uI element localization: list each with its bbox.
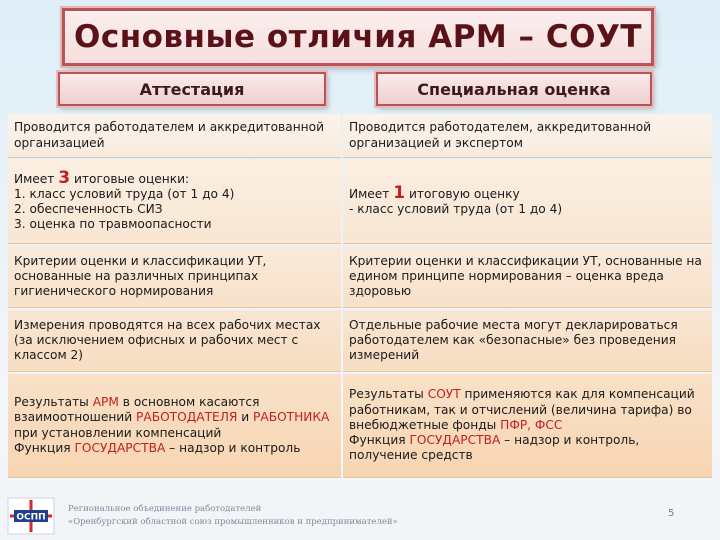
row3-left-text: Критерии оценки и классификации УТ, основанные на различных принципах гигиенического нормирования bbox=[14, 253, 267, 299]
row2-left-post: итоговые оценки: bbox=[70, 171, 190, 186]
footer-line2: «Оренбургский областной союз промышленников и предпринимателей» bbox=[68, 517, 398, 527]
row3-left-cell bbox=[8, 246, 341, 308]
header-special-assessment: Специальная оценка bbox=[376, 72, 652, 106]
row4-right-text: Отдельные рабочие места могут декларироваться работодателем как «безопасные» без проведения измерений bbox=[349, 317, 678, 363]
row2-left-count: 3 bbox=[58, 167, 71, 188]
row1-right-cell bbox=[343, 114, 712, 158]
row5-right-sout: СОУТ bbox=[427, 387, 461, 402]
row5-left-part1: Результаты bbox=[14, 395, 93, 410]
row1-left-cell bbox=[8, 114, 341, 158]
row2-left-line2: 2. обеспеченность СИЗ bbox=[14, 202, 163, 216]
row5-left-cell bbox=[8, 374, 341, 478]
row2-left-line3: 3. оценка по травмоопасности bbox=[14, 217, 212, 232]
row2-right-count: 1 bbox=[393, 182, 406, 203]
row2-left-pre: Имеет bbox=[14, 171, 59, 186]
row2-right-cell bbox=[343, 160, 712, 244]
row5-left-employer: РАБОТОДАТЕЛЯ bbox=[136, 410, 238, 425]
row5-right-part2: применяются как для компенсаций работникам, так и отчислений (величина тарифа) во внебюджетные фонды bbox=[349, 387, 695, 432]
row5-left-arm: АРМ bbox=[92, 395, 119, 410]
row1-right-text: Проводится работодателем, аккредитованной организацией и экспертом bbox=[349, 120, 652, 150]
row5-left-part2: в основном касаются взаимоотношений bbox=[14, 395, 260, 425]
row5-left-part4: при установлении компенсаций bbox=[14, 425, 222, 440]
row2-right-post: итоговую оценку bbox=[405, 186, 520, 201]
row5-right-cell bbox=[343, 374, 712, 478]
row5-left-part6: – надзор и контроль bbox=[165, 440, 301, 455]
row4-left-cell bbox=[8, 310, 341, 372]
slide-title: Основные отличия АРМ – СОУТ bbox=[73, 19, 643, 55]
row5-left-part3: и bbox=[237, 410, 254, 425]
logo-text: ОСПП bbox=[16, 512, 46, 523]
comparison-table bbox=[8, 114, 712, 478]
row5-right-part1: Результаты bbox=[349, 387, 428, 402]
row5-left-employee: РАБОТНИКА bbox=[253, 410, 330, 425]
title-box bbox=[62, 8, 654, 66]
row2-right-pre: Имеет bbox=[349, 186, 394, 201]
row2-right-line1: - класс условий труда (от 1 до 4) bbox=[349, 202, 563, 216]
row2-left-cell bbox=[8, 160, 341, 244]
page-number: 5 bbox=[668, 508, 675, 519]
row4-left-text: Измерения проводятся на всех рабочих местах (за исключением офисных и рабочих мест с классом 2) bbox=[14, 317, 321, 363]
row5-right-part5: Функция bbox=[349, 433, 410, 448]
row3-right-cell bbox=[343, 246, 712, 308]
row5-right-part6: – надзор и контроль, получение средств bbox=[349, 433, 640, 463]
header-attestation: Аттестация bbox=[58, 72, 326, 106]
ospp-logo bbox=[6, 496, 56, 536]
row1-left-text: Проводится работодателем и аккредитованной организацией bbox=[14, 120, 325, 150]
footer-organization bbox=[68, 503, 398, 529]
row5-left-state: ГОСУДАРСТВА bbox=[74, 440, 166, 455]
row5-right-state: ГОСУДАРСТВА bbox=[409, 433, 501, 448]
row5-right-funds: ПФР, ФСС bbox=[500, 417, 563, 432]
row3-right-text: Критерии оценки и классификации УТ, основанные на едином принципе нормирования – оценка вреда здоровью bbox=[349, 253, 702, 299]
footer-line1: Региональное объединение работодателей bbox=[68, 504, 262, 514]
row5-left-part5: Функция bbox=[14, 440, 75, 455]
row2-left-line1: 1. класс условий труда (от 1 до 4) bbox=[14, 186, 235, 201]
row4-right-cell bbox=[343, 310, 712, 372]
